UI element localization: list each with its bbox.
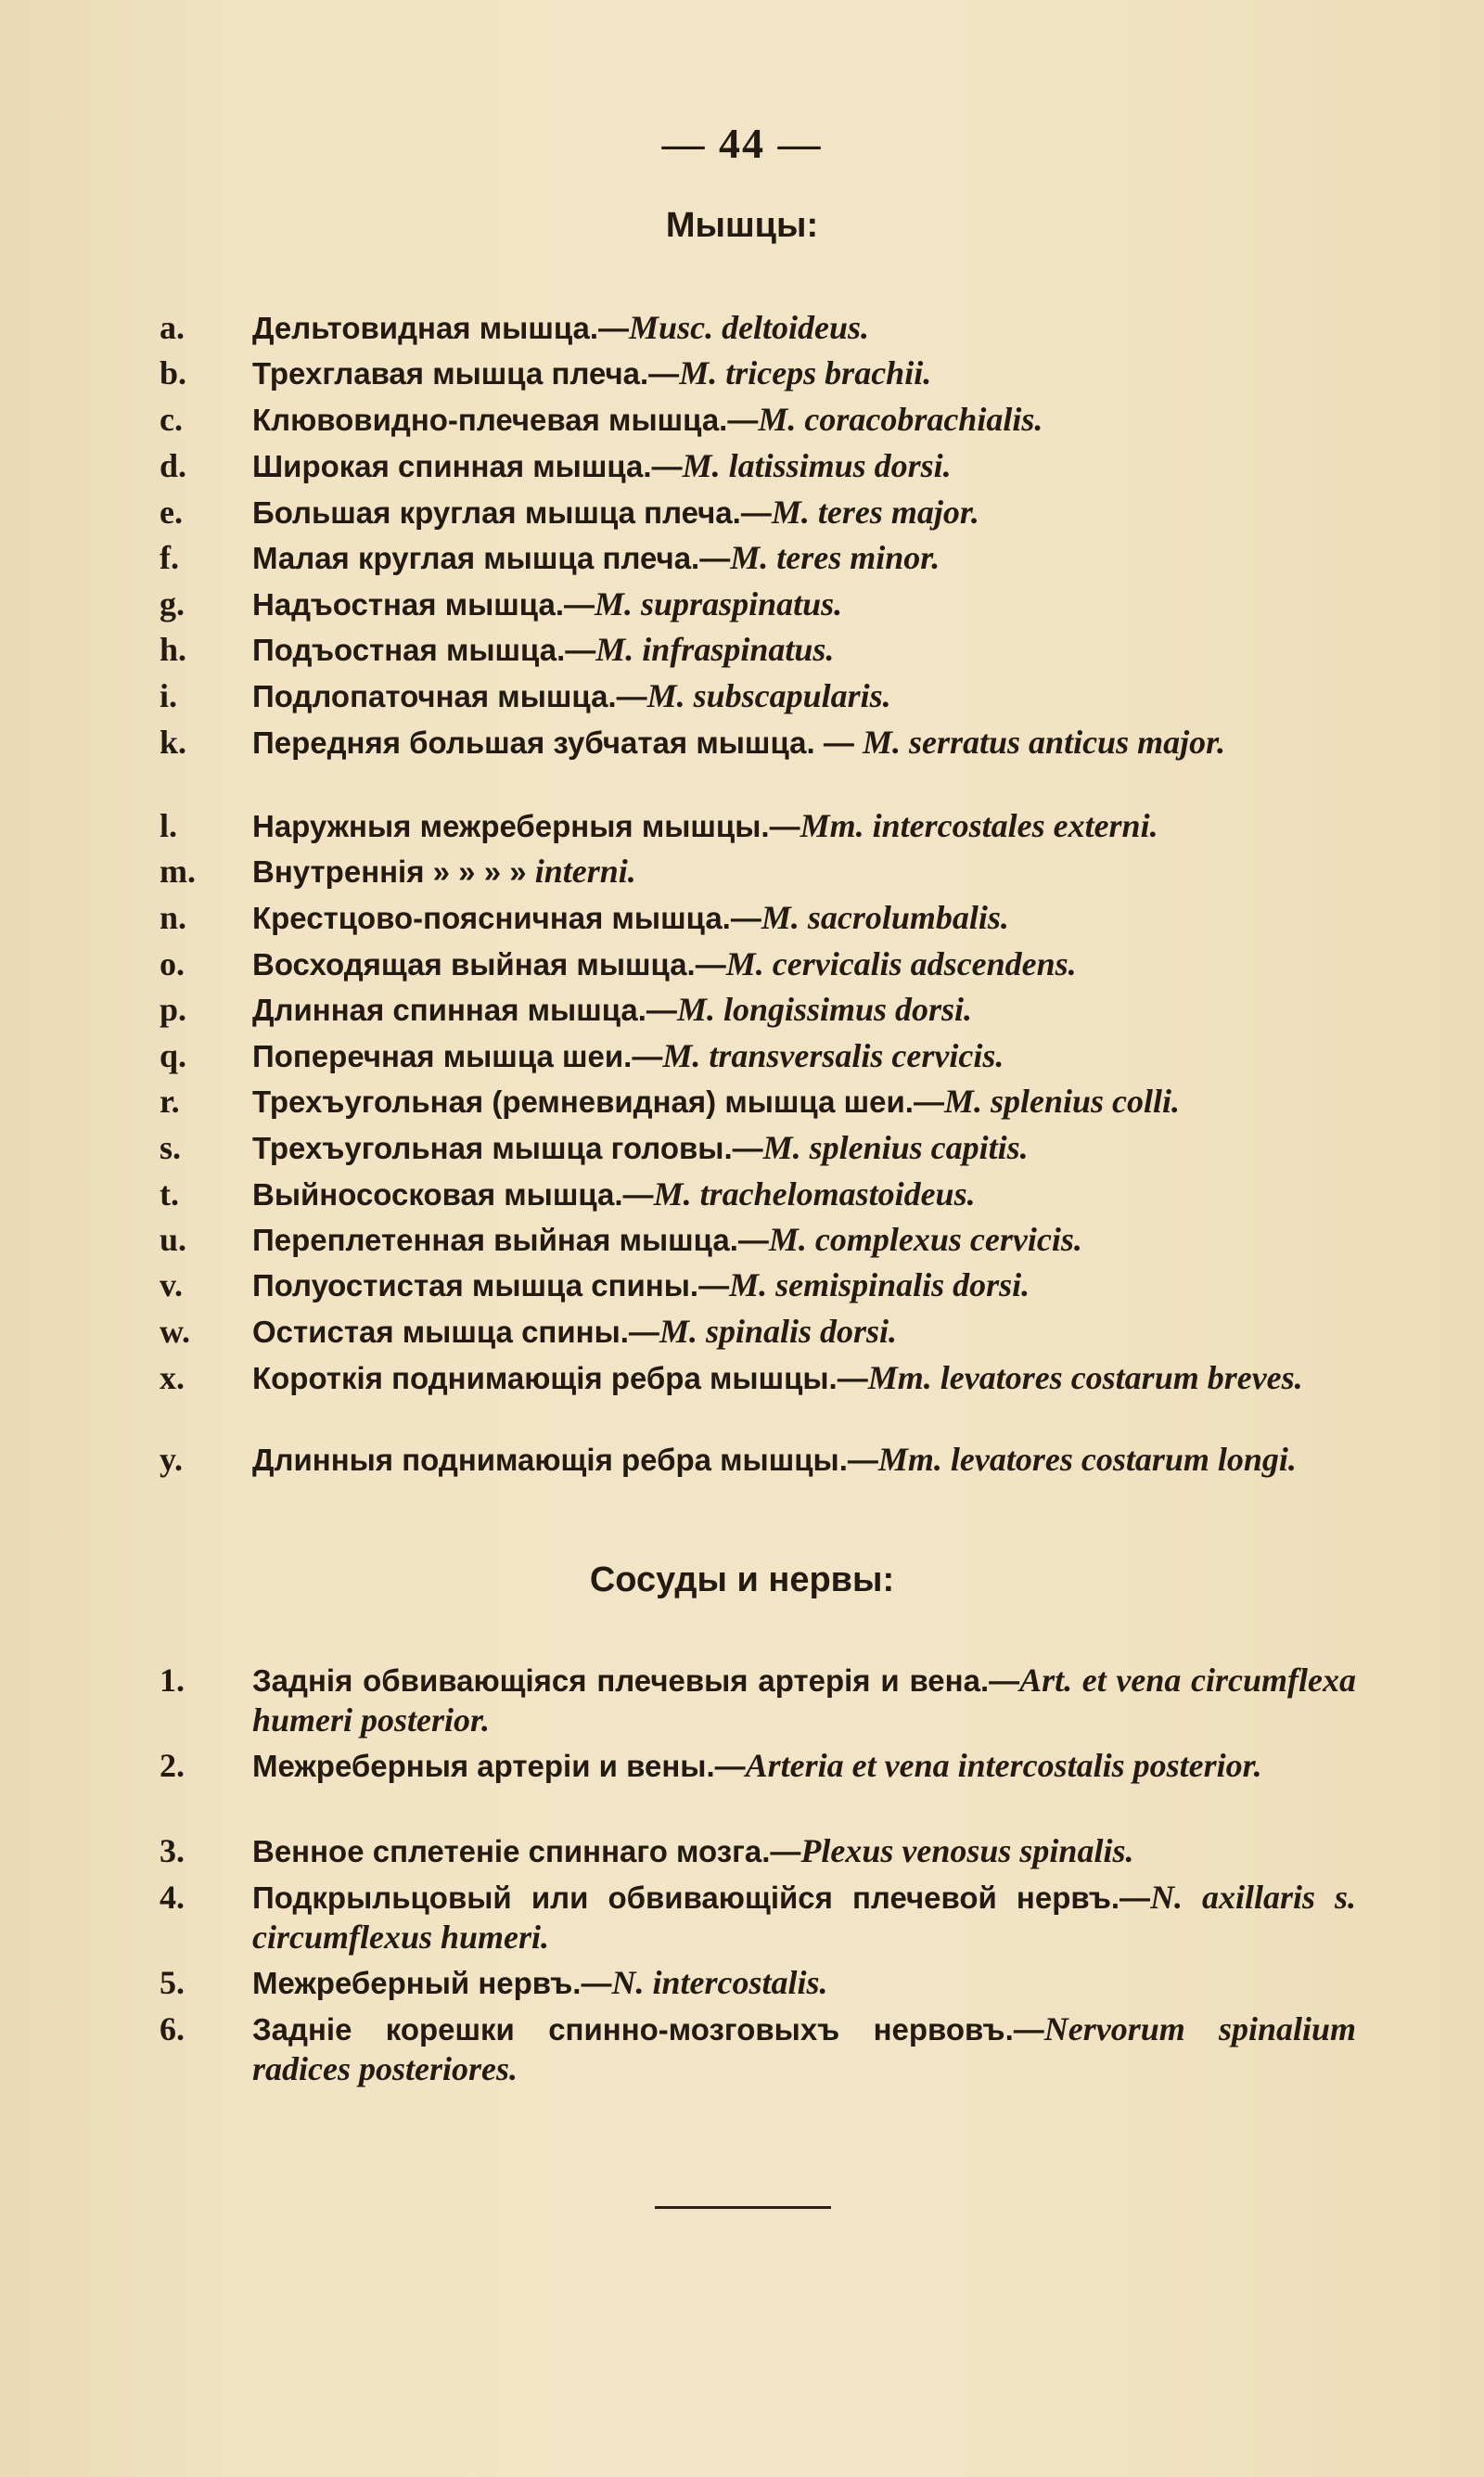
item-text (252, 898, 1356, 938)
item-key: h. (160, 631, 187, 668)
item-key: y. (160, 1441, 184, 1478)
item-key: 3. (160, 1832, 185, 1869)
vessels-heading: Сосуды и нервы: (589, 1560, 895, 1599)
russian-term: Восходящая выйная мышца.— (252, 947, 726, 982)
item-text (252, 1746, 1356, 1786)
item-key: f. (160, 539, 179, 576)
page-number: — 44 — (661, 120, 823, 167)
item-key: g. (160, 585, 185, 622)
closing-rule (655, 2206, 831, 2209)
russian-term: Крестцово-поясничная мышца.— (252, 901, 761, 935)
russian-term: Подлопаточная мышца.— (252, 679, 647, 713)
item-key: q. (160, 1037, 187, 1074)
item-text (252, 308, 1356, 348)
item-key: i. (160, 677, 178, 714)
item-text (252, 1963, 1356, 2003)
latin-term: M. longissimus dorsi. (676, 991, 973, 1028)
russian-term: Длинныя поднимающія ребра мышцы.— (252, 1443, 878, 1477)
russian-term: Наружныя межреберныя мышцы.— (252, 809, 800, 843)
item-text (252, 446, 1356, 486)
latin-term: N. intercostalis. (611, 1964, 828, 2001)
item-key: n. (160, 899, 187, 936)
latin-term: M. spinalis dorsi. (659, 1313, 898, 1350)
russian-term: Межреберныя артеріи и вены.— (252, 1749, 746, 1783)
item-key: m. (160, 853, 196, 890)
item-text (252, 944, 1356, 984)
item-key: 1. (160, 1662, 185, 1699)
item-text (252, 806, 1356, 846)
russian-term: Остистая мышца спины.— (252, 1315, 659, 1349)
item-text (252, 1358, 1356, 1398)
item-text (252, 1831, 1356, 1871)
item-text (252, 493, 1356, 533)
russian-term: Межреберный нервъ.— (252, 1966, 612, 2000)
latin-term: M. serratus anticus major. (863, 724, 1226, 761)
russian-term: Клювовидно-плечевая мышца.— (252, 403, 759, 437)
latin-term: N. axillaris s. circumflexus humeri. (252, 1879, 1356, 1956)
russian-term: Полуостистая мышца спины.— (252, 1268, 730, 1303)
item-key: w. (160, 1313, 191, 1350)
russian-term: Короткія поднимающія ребра мышцы.— (252, 1361, 868, 1395)
russian-term: Выйнососковая мышца.— (252, 1177, 654, 1212)
russian-term: Задніе корешки спинно-мозговыхъ нервовъ.— (252, 2012, 1044, 2047)
latin-term: M. splenius capitis. (762, 1129, 1029, 1166)
latin-term: Plexus venosus spinalis. (800, 1832, 1134, 1869)
item-key: p. (160, 991, 187, 1028)
item-key: c. (160, 401, 183, 438)
russian-term: Длинная спинная мышца.— (252, 993, 677, 1027)
latin-term: M. trachelomastoideus. (653, 1175, 976, 1213)
russian-term: Трехъугольная мышца головы.— (252, 1131, 763, 1165)
latin-term: Mm. levatores costarum breves. (867, 1359, 1303, 1396)
latin-term: M. teres minor. (730, 539, 940, 576)
item-key: d. (160, 447, 187, 484)
item-text (252, 852, 1356, 892)
latin-term: Nervorum spinalium radices posteriores. (252, 2010, 1356, 2087)
item-text (252, 1220, 1356, 1260)
item-key: r. (160, 1083, 180, 1120)
item-key: o. (160, 945, 185, 982)
item-key: v. (160, 1266, 184, 1303)
item-text (252, 1661, 1356, 1739)
item-text (252, 1174, 1356, 1214)
latin-term: M. infraspinatus. (595, 631, 835, 668)
item-key: t. (160, 1175, 179, 1213)
latin-term: M. teres major. (771, 494, 979, 531)
item-text (252, 1312, 1356, 1352)
latin-term: M. splenius colli. (943, 1083, 1180, 1120)
item-text (252, 1878, 1356, 1957)
latin-term: M. sacrolumbalis. (761, 899, 1009, 936)
russian-term: Широкая спинная мышца.— (252, 449, 683, 483)
item-text (252, 630, 1356, 670)
russian-term: Трехглавая мышца плеча.— (252, 356, 680, 391)
item-key: 2. (160, 1747, 185, 1784)
russian-term: Трехъугольная (ремневидная) мышца шеи.— (252, 1084, 944, 1119)
russian-term: Подъостная мышца.— (252, 633, 596, 667)
russian-term: Надъостная мышца.— (252, 587, 595, 622)
item-key: l. (160, 807, 178, 844)
item-text (252, 1036, 1356, 1076)
russian-term: Малая круглая мышца плеча.— (252, 541, 731, 575)
item-key: k. (160, 724, 187, 761)
item-key: x. (160, 1359, 185, 1396)
latin-term: Art. et vena circumflexa humeri posterior. (252, 1662, 1356, 1739)
item-key: 5. (160, 1964, 185, 2001)
item-text (252, 990, 1356, 1030)
russian-term: Поперечная мышца шеи.— (252, 1039, 663, 1073)
item-text (252, 353, 1356, 393)
item-text (252, 1128, 1356, 1168)
item-text (252, 1082, 1356, 1122)
russian-term: Внутреннія » » » » (252, 854, 535, 889)
item-text (252, 538, 1356, 578)
item-key: 4. (160, 1879, 185, 1916)
item-key: a. (160, 309, 185, 346)
russian-term: Венное сплетеніе спиннаго мозга.— (252, 1834, 801, 1868)
muscles-heading: Мышцы: (665, 206, 819, 245)
item-text (252, 723, 1356, 763)
latin-term: M. semispinalis dorsi. (729, 1266, 1030, 1303)
latin-term: M. subscapularis. (646, 677, 891, 714)
latin-term: Musc. deltoideus. (629, 309, 870, 346)
latin-term: Mm. levatores costarum longi. (877, 1441, 1297, 1478)
item-text (252, 1440, 1356, 1480)
item-text (252, 400, 1356, 440)
russian-term: Переплетенная выйная мышца.— (252, 1223, 769, 1257)
latin-term: M. transversalis cervicis. (662, 1037, 1004, 1074)
russian-term: Подкрыльцовый или обвивающійся плечевой нервъ.— (252, 1880, 1151, 1915)
item-key: 6. (160, 2010, 185, 2047)
latin-term: M. complexus cervicis. (768, 1221, 1082, 1258)
latin-term: M. triceps brachii. (679, 354, 932, 391)
latin-term: interni. (534, 853, 636, 890)
item-text (252, 584, 1356, 624)
item-key: s. (160, 1129, 182, 1166)
latin-term: M. latissimus dorsi. (682, 447, 952, 484)
russian-term: Дельтовидная мышца.— (252, 311, 630, 345)
latin-term: Mm. intercostales externi. (800, 807, 1158, 844)
latin-term: M. coracobrachialis. (758, 401, 1043, 438)
russian-term: Большая круглая мышца плеча.— (252, 495, 772, 530)
russian-term: Заднія обвивающіяся плечевыя артерія и вена.— (252, 1663, 1020, 1698)
item-key: e. (160, 494, 183, 531)
item-key: b. (160, 354, 187, 391)
item-text (252, 2009, 1356, 2088)
latin-term: Arteria et vena intercostalis posterior. (745, 1747, 1262, 1784)
item-text (252, 1265, 1356, 1305)
latin-term: M. supraspinatus. (595, 585, 843, 622)
latin-term: M. cervicalis adscendens. (725, 945, 1077, 982)
item-key: u. (160, 1221, 187, 1258)
item-text (252, 676, 1356, 716)
russian-term: Передняя большая зубчатая мышца. — (252, 725, 863, 760)
